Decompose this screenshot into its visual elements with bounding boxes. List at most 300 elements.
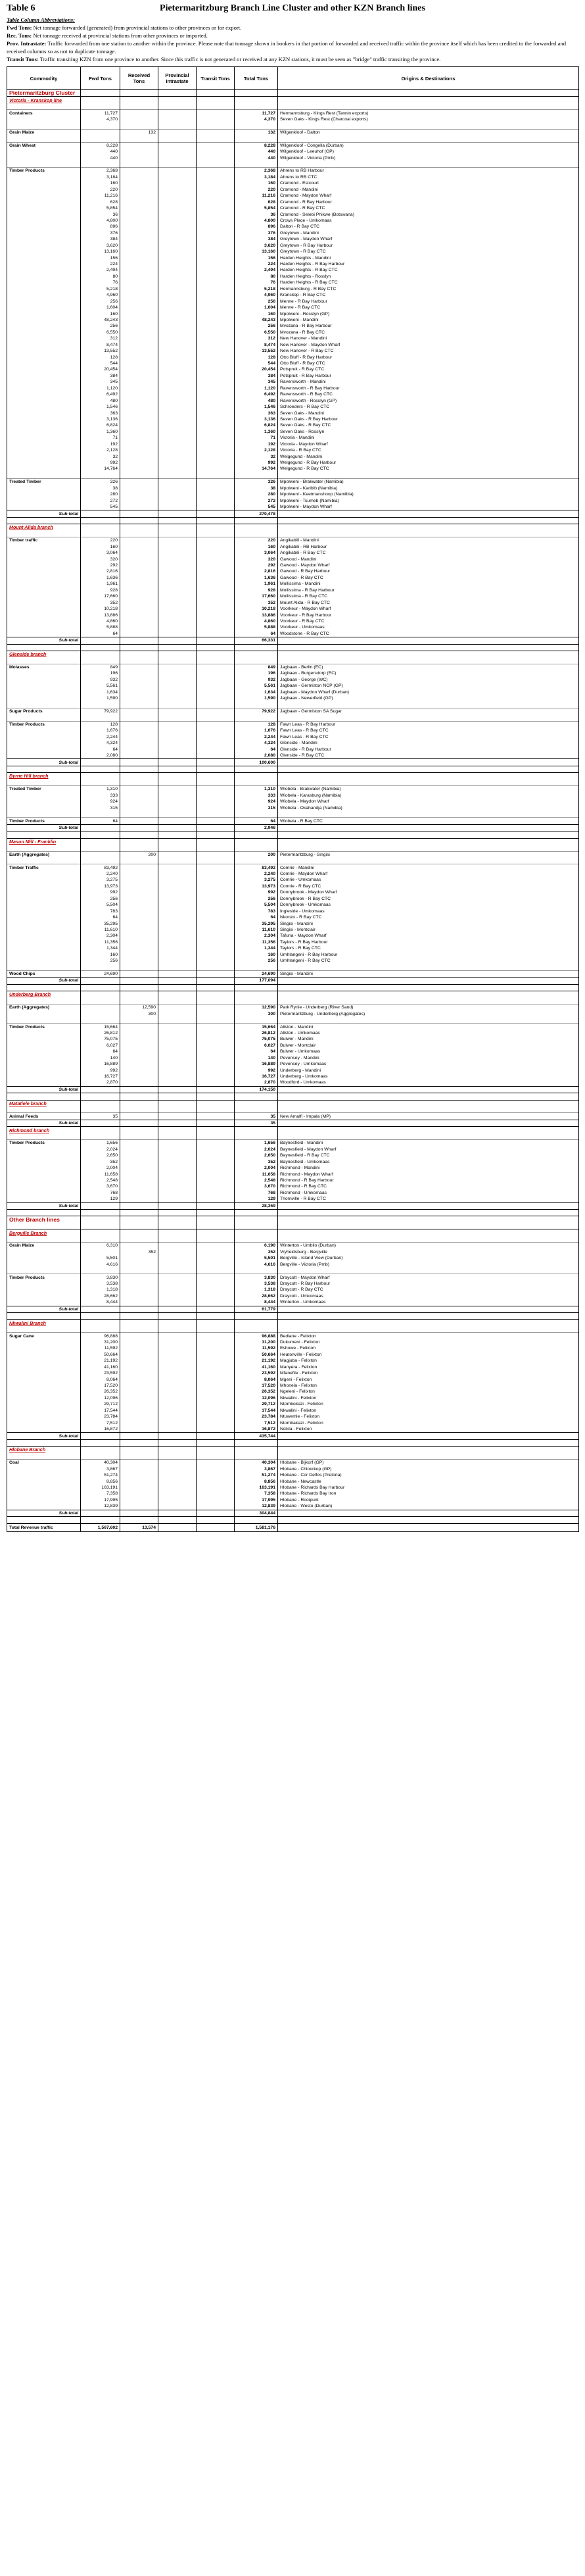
cell-total: 50,664: [235, 1352, 278, 1358]
cell-rec: [120, 1472, 158, 1478]
cell-transit: [197, 1223, 235, 1229]
cell-total: 300: [235, 1010, 278, 1016]
cell-origin-dest: [278, 517, 579, 524]
cell-fwd: [81, 780, 120, 786]
cell-rec: [120, 1106, 158, 1113]
cell-total: 66,331: [235, 637, 278, 644]
cell-origin-dest: Glenside - Mandini: [278, 740, 579, 746]
cell-rec: [120, 504, 158, 510]
cell-origin-dest: Pietermaritzburg - Singisi: [278, 851, 579, 858]
cell-prov: [158, 1466, 197, 1472]
cell-fwd: 160: [81, 310, 120, 316]
spacer-row: [7, 1210, 579, 1216]
cell-fwd: 220: [81, 187, 120, 193]
cell-rec: [120, 1159, 158, 1165]
cell-fwd: 35: [81, 1113, 120, 1120]
cell-prov: [158, 280, 197, 285]
cell-rec: [120, 1210, 158, 1216]
cell-commodity: [7, 1466, 81, 1472]
cell-fwd: [81, 845, 120, 851]
cell-prov: [158, 657, 197, 664]
cell-prov: [158, 391, 197, 397]
cell-total: 4,324: [235, 740, 278, 746]
table-row: [7, 155, 579, 161]
cell-rec: [120, 397, 158, 403]
cell-origin-dest: Seven Oaks - R Bay Harbour: [278, 416, 579, 422]
cell-origin-dest: Baynesfield - Mandini: [278, 1140, 579, 1147]
cell-transit: [197, 373, 235, 379]
cell-rec: [120, 1079, 158, 1086]
table-row: [7, 397, 579, 403]
table-row: [7, 1426, 579, 1433]
cell-origin-dest: Nkwalini - Felixton: [278, 1408, 579, 1414]
cell-transit: [197, 939, 235, 945]
cell-commodity: [7, 379, 81, 385]
cell-transit: [197, 1389, 235, 1395]
cell-total: [235, 524, 278, 531]
table-row: [7, 149, 579, 155]
cell-rec: [120, 1401, 158, 1407]
cell-origin-dest: [278, 701, 579, 708]
cell-total: 220: [235, 187, 278, 193]
cell-fwd: [81, 851, 120, 858]
cell-origin-dest: Wilgenkloof - Leeuhof (GP): [278, 149, 579, 155]
cell-transit: [197, 575, 235, 581]
cell-fwd: 992: [81, 889, 120, 895]
cell-commodity: [7, 447, 81, 453]
cell-transit: [197, 305, 235, 310]
cell-fwd: [81, 1210, 120, 1216]
cell-rec: [120, 155, 158, 161]
cell-commodity: Sub-total: [7, 1202, 81, 1209]
cell-prov: [158, 1255, 197, 1261]
cell-total: [235, 651, 278, 657]
cell-prov: [158, 575, 197, 581]
cell-commodity: [7, 1196, 81, 1202]
cell-prov: [158, 429, 197, 435]
commodity-row: [7, 1113, 579, 1120]
cell-rec: [120, 1358, 158, 1364]
table-row: [7, 504, 579, 510]
cell-transit: [197, 249, 235, 255]
cell-total: 16,727: [235, 1074, 278, 1079]
spacer-row: [7, 858, 579, 864]
cell-fwd: [81, 472, 120, 479]
cell-origin-dest: Crows Place - Umkomaas: [278, 218, 579, 224]
cell-fwd: 17,520: [81, 1383, 120, 1389]
cell-transit: [197, 657, 235, 664]
col-received-tons: Received Tons: [120, 67, 158, 90]
cell-rec: [120, 657, 158, 664]
cell-rec: [120, 964, 158, 970]
subtotal-row: [7, 510, 579, 517]
cell-transit: [197, 914, 235, 920]
cell-commodity: [7, 1249, 81, 1255]
cell-fwd: [81, 657, 120, 664]
cell-commodity: Byrne Hill branch: [7, 773, 81, 780]
cell-fwd: 1,546: [81, 404, 120, 410]
cell-transit: [197, 708, 235, 714]
cell-prov: [158, 103, 197, 110]
cell-total: 13,886: [235, 612, 278, 618]
cell-commodity: Treated Timber: [7, 786, 81, 793]
cell-prov: [158, 1433, 197, 1439]
cell-total: 992: [235, 460, 278, 466]
cell-origin-dest: Ravensworth - Mandini: [278, 379, 579, 385]
cell-origin-dest: Richmond - Umkomaas: [278, 1190, 579, 1196]
cell-total: 17,660: [235, 593, 278, 599]
cell-transit: [197, 1249, 235, 1255]
cell-commodity: [7, 187, 81, 193]
cell-commodity: [7, 1345, 81, 1351]
cell-rec: [120, 914, 158, 920]
cell-fwd: [81, 701, 120, 708]
cell-origin-dest: Fawn Leas - R Bay CTC: [278, 734, 579, 740]
cell-prov: [158, 1030, 197, 1036]
cell-prov: [158, 1395, 197, 1401]
cell-transit: [197, 670, 235, 676]
cell-transit: [197, 335, 235, 341]
cell-transit: [197, 1262, 235, 1268]
table-row: [7, 404, 579, 410]
cell-rec: [120, 734, 158, 740]
cell-fwd: 129: [81, 1196, 120, 1202]
cell-commodity: [7, 908, 81, 914]
cell-transit: [197, 1216, 235, 1223]
cell-rec: [120, 161, 158, 168]
cell-transit: [197, 1120, 235, 1126]
cell-origin-dest: [278, 998, 579, 1004]
cell-total: 8,856: [235, 1478, 278, 1484]
cell-total: [235, 90, 278, 97]
col-transit-tons: Transit Tons: [197, 67, 235, 90]
cell-origin-dest: New Hanover - Mandini: [278, 335, 579, 341]
cell-total: 26,352: [235, 1389, 278, 1395]
cell-transit: [197, 1255, 235, 1261]
cell-transit: [197, 224, 235, 230]
cell-prov: [158, 366, 197, 372]
cell-transit: [197, 637, 235, 644]
cell-transit: [197, 261, 235, 267]
cell-transit: [197, 851, 235, 858]
cell-transit: [197, 330, 235, 335]
cell-transit: [197, 883, 235, 889]
cell-transit: [197, 1352, 235, 1358]
cell-fwd: 50,664: [81, 1352, 120, 1358]
table-row: [7, 550, 579, 556]
cell-rec: [120, 1074, 158, 1079]
spacer-row: [7, 780, 579, 786]
cell-commodity: Sugar Products: [7, 708, 81, 714]
cell-transit: [197, 1414, 235, 1420]
cell-rec: [120, 524, 158, 531]
cell-transit: [197, 1376, 235, 1382]
cell-origin-dest: Hlobane - Chloorkop (GP): [278, 1466, 579, 1472]
table-row: [7, 1183, 579, 1189]
cell-origin-dest: Taylors - R Bay CTC: [278, 945, 579, 951]
cell-total: 932: [235, 677, 278, 683]
cell-rec: [120, 618, 158, 624]
cell-total: [235, 1100, 278, 1106]
cell-fwd: 10,218: [81, 606, 120, 612]
cell-prov: [158, 1376, 197, 1382]
cell-commodity: [7, 441, 81, 447]
cell-prov: [158, 1171, 197, 1177]
cell-fwd: 256: [81, 323, 120, 329]
cell-commodity: [7, 335, 81, 341]
cell-transit: [197, 1306, 235, 1312]
cell-origin-dest: Woodford - Umkomaas: [278, 1079, 579, 1086]
cell-fwd: 6,824: [81, 422, 120, 428]
commodity-row: [7, 786, 579, 793]
cell-fwd: 40,304: [81, 1460, 120, 1466]
table-row: [7, 1339, 579, 1345]
cell-prov: [158, 1420, 197, 1425]
cell-fwd: 13,160: [81, 249, 120, 255]
cell-origin-dest: Mgeni - Felixton: [278, 1376, 579, 1382]
cell-rec: [120, 1510, 158, 1516]
cell-fwd: 64: [81, 631, 120, 637]
cell-total: 11,610: [235, 927, 278, 933]
branch-heading-row: [7, 1447, 579, 1453]
cell-origin-dest: [278, 1447, 579, 1453]
cell-rec: [120, 354, 158, 360]
cell-fwd: [81, 644, 120, 651]
subtotal-row: [7, 1510, 579, 1516]
cell-total: 11,216: [235, 193, 278, 199]
cell-rec: [120, 1274, 158, 1281]
cell-fwd: 5,504: [81, 902, 120, 908]
cell-fwd: [81, 1313, 120, 1320]
cell-commodity: [7, 984, 81, 991]
table-row: [7, 373, 579, 379]
cell-origin-dest: Ntombakazi - Felixton: [278, 1420, 579, 1425]
spacer-row: [7, 1236, 579, 1243]
cell-fwd: 1,590: [81, 695, 120, 701]
cell-fwd: 4,960: [81, 292, 120, 298]
cell-rec: [120, 780, 158, 786]
cell-prov: [158, 1127, 197, 1133]
table-row: [7, 447, 579, 453]
cell-origin-dest: Mpolweni - Brakwater (Namibia): [278, 479, 579, 485]
cell-total: [235, 1216, 278, 1223]
cell-transit: [197, 205, 235, 211]
cell-total: 2,946: [235, 824, 278, 831]
cell-rec: [120, 773, 158, 780]
cell-rec: [120, 317, 158, 323]
cell-origin-dest: Wiobela - Brakwater (Namibia): [278, 786, 579, 793]
cell-origin-dest: Glenside - R Bay CTC: [278, 753, 579, 759]
cell-commodity: [7, 310, 81, 316]
cell-rec: [120, 939, 158, 945]
cell-rec: [120, 205, 158, 211]
table-row: [7, 1472, 579, 1478]
cell-fwd: 38: [81, 485, 120, 491]
cell-transit: [197, 531, 235, 537]
cell-rec: [120, 581, 158, 587]
cell-commodity: [7, 1326, 81, 1333]
table-row: [7, 1262, 579, 1268]
cell-origin-dest: [278, 472, 579, 479]
cell-commodity: [7, 243, 81, 249]
cell-prov: [158, 435, 197, 441]
cell-prov: [158, 168, 197, 174]
cell-rec: [120, 1306, 158, 1312]
cell-transit: [197, 677, 235, 683]
cell-prov: [158, 422, 197, 428]
cell-fwd: 352: [81, 1159, 120, 1165]
commodity-row: [7, 1460, 579, 1466]
cell-rec: [120, 491, 158, 497]
table-row: [7, 958, 579, 964]
cell-total: [235, 1106, 278, 1113]
cell-prov: [158, 747, 197, 753]
cell-transit: [197, 550, 235, 556]
table-row: [7, 734, 579, 740]
cell-origin-dest: [278, 780, 579, 786]
cell-total: 6,824: [235, 422, 278, 428]
cell-origin-dest: [278, 1100, 579, 1106]
cell-transit: [197, 1510, 235, 1516]
cell-fwd: 2,368: [81, 168, 120, 174]
subtotal-row: [7, 978, 579, 984]
cell-rec: [120, 544, 158, 550]
cell-commodity: [7, 1485, 81, 1491]
cell-total: 64: [235, 914, 278, 920]
cell-total: 1,590: [235, 695, 278, 701]
cell-rec: [120, 708, 158, 714]
cell-transit: [197, 410, 235, 416]
table-row: [7, 422, 579, 428]
cell-rec: [120, 1491, 158, 1497]
cell-rec: [120, 740, 158, 746]
spacer-row: [7, 1313, 579, 1320]
branch-heading-row: [7, 651, 579, 657]
cell-rec: [120, 1024, 158, 1030]
cell-fwd: 280: [81, 491, 120, 497]
cell-rec: [120, 677, 158, 683]
cell-transit: [197, 811, 235, 818]
cell-fwd: 76: [81, 280, 120, 285]
cell-origin-dest: Seven Oaks - R Bay CTC: [278, 422, 579, 428]
cell-prov: [158, 701, 197, 708]
cell-prov: [158, 410, 197, 416]
table-row: [7, 1358, 579, 1364]
cell-fwd: [81, 97, 120, 103]
cell-rec: [120, 1086, 158, 1093]
cell-prov: [158, 416, 197, 422]
cell-rec: [120, 1255, 158, 1261]
cell-rec: [120, 637, 158, 644]
cell-total: 4,370: [235, 116, 278, 122]
commodity-row: [7, 970, 579, 977]
cell-origin-dest: Pietermaritzburg - Underberg (Aggregates): [278, 1010, 579, 1016]
table-row: [7, 952, 579, 958]
cell-rec: [120, 1140, 158, 1147]
cell-commodity: Earth (Aggregates): [7, 1004, 81, 1011]
cell-origin-dest: Harden Heights - R Bay CTC: [278, 280, 579, 285]
cell-fwd: 5,561: [81, 683, 120, 689]
cell-fwd: 4,324: [81, 740, 120, 746]
table-row: [7, 599, 579, 605]
cell-rec: 132: [120, 129, 158, 136]
cell-commodity: Timber traffic: [7, 537, 81, 544]
cell-transit: [197, 978, 235, 984]
cell-transit: [197, 618, 235, 624]
cell-rec: [120, 122, 158, 129]
cell-commodity: Sub-total: [7, 637, 81, 644]
cell-origin-dest: Wiobela - Maydon Wharf: [278, 799, 579, 805]
cell-transit: [197, 1093, 235, 1100]
cell-total: 36: [235, 211, 278, 217]
cell-transit: [197, 286, 235, 292]
cell-origin-dest: [278, 1439, 579, 1446]
cell-origin-dest: [278, 524, 579, 531]
table-row: [7, 568, 579, 574]
cell-transit: [197, 1079, 235, 1086]
cell-origin-dest: Cramond - Mandini: [278, 187, 579, 193]
cell-transit: [197, 298, 235, 304]
cell-commodity: [7, 1017, 81, 1024]
cell-origin-dest: Jagbaan - Burgersdorp (EC): [278, 670, 579, 676]
cell-commodity: Grain Maize: [7, 1243, 81, 1249]
cell-rec: [120, 1345, 158, 1351]
cell-commodity: [7, 391, 81, 397]
cell-commodity: [7, 1079, 81, 1086]
cell-prov: [158, 1364, 197, 1370]
cell-prov: [158, 1049, 197, 1054]
cell-transit: [197, 199, 235, 205]
cell-commodity: Treated Timber: [7, 479, 81, 485]
cell-commodity: [7, 556, 81, 562]
cell-prov: [158, 1453, 197, 1460]
cell-total: 17,995: [235, 1497, 278, 1503]
table-row: [7, 1255, 579, 1261]
cell-total: 3,064: [235, 550, 278, 556]
table-row: [7, 230, 579, 236]
cell-commodity: Molasses: [7, 664, 81, 670]
cell-origin-dest: Singisi - Mandini: [278, 920, 579, 926]
cell-origin-dest: Ravensworth - R Bay CTC: [278, 391, 579, 397]
cell-commodity: [7, 927, 81, 933]
cell-commodity: [7, 683, 81, 689]
cell-total: [235, 531, 278, 537]
branch-heading-row: [7, 1320, 579, 1326]
cell-total: 156: [235, 255, 278, 260]
table-row: [7, 298, 579, 304]
cell-commodity: [7, 883, 81, 889]
cell-prov: [158, 708, 197, 714]
cell-origin-dest: Comrie - Maydon Wharf: [278, 871, 579, 877]
cell-transit: [197, 348, 235, 354]
cell-rec: [120, 453, 158, 459]
cell-total: [235, 517, 278, 524]
cluster-heading-row: [7, 90, 579, 97]
cell-total: 64: [235, 1049, 278, 1054]
cell-rec: [120, 1453, 158, 1460]
cell-origin-dest: Winterton - Umkomaas: [278, 1299, 579, 1306]
spacer-row: [7, 1517, 579, 1524]
cell-origin-dest: [278, 1517, 579, 1524]
cell-fwd: 51,274: [81, 1472, 120, 1478]
cell-total: 352: [235, 1249, 278, 1255]
cell-commodity: [7, 952, 81, 958]
cell-fwd: 16,889: [81, 1061, 120, 1067]
table-row: [7, 1055, 579, 1061]
cell-transit: [197, 964, 235, 970]
cell-transit: [197, 1127, 235, 1133]
cell-total: 1,546: [235, 404, 278, 410]
